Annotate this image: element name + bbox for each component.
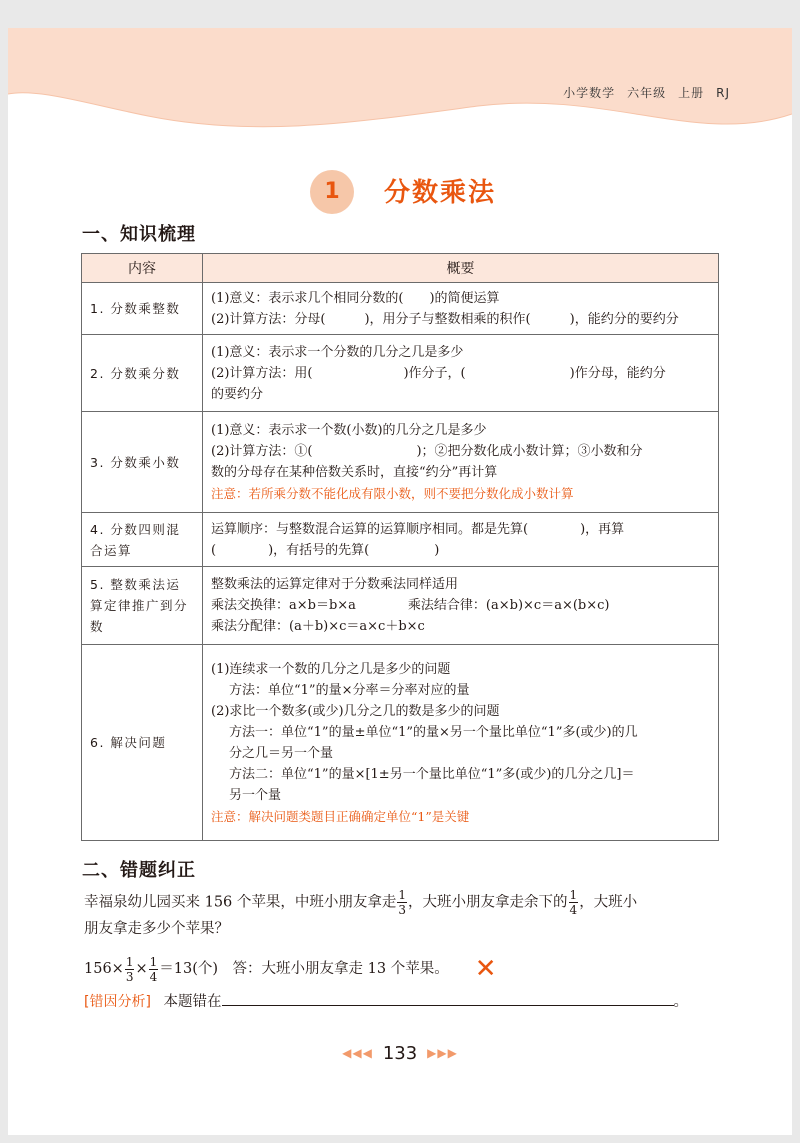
answer-text: ×: [135, 961, 148, 977]
problem-text: 幸福泉幼儿园买来 156 个苹果，中班小朋友拿走: [84, 894, 397, 911]
summary-line: 数的分母存在某种倍数关系时，直接“约分”再计算: [211, 465, 498, 480]
summary-line: (2)计算方法：分母( )，用分子与整数相乘的积作( )，能约分的要约分: [211, 311, 679, 327]
answer-text: 156×: [84, 961, 124, 977]
fraction-one-fourth: [149, 955, 159, 984]
analysis-end: 。: [673, 994, 689, 1010]
table-row: [82, 335, 719, 412]
chapter-title: [8, 168, 792, 216]
problem-statement: [84, 888, 724, 942]
summary-line: (2)求比一个数多(或少)几分之几的数是多少的问题: [211, 703, 500, 719]
column-header-summary: 概要: [203, 254, 719, 283]
row-summary: [203, 335, 719, 412]
answer-text: ＝13(个) 答：大班小朋友拿走 13 个苹果。: [159, 961, 449, 977]
row-summary: [203, 567, 719, 645]
section-heading-knowledge: 一、知识梳理: [82, 224, 196, 245]
table-row: [82, 567, 719, 645]
previous-arrows-icon: ◀◀◀: [342, 1046, 373, 1060]
summary-line: 乘法交换律：a×b＝b×a 乘法结合律：(a×b)×c＝a×(b×c): [211, 598, 610, 613]
row-topic: 5. 整数乘法运算定律推广到分数: [82, 567, 203, 645]
fraction-one-third: [125, 955, 135, 984]
fraction-denominator: 3: [398, 903, 407, 917]
summary-line: 另一个量: [229, 787, 282, 803]
fraction-numerator: 1: [125, 954, 134, 969]
fraction-denominator: 3: [125, 969, 134, 984]
wrong-answer: [84, 954, 724, 984]
page-footer: [8, 1042, 792, 1064]
row-note: 注意：若所乘分数不能化成有限小数，则不要把分数化成小数计算: [211, 486, 574, 501]
row-note: 注意：解决问题类题目正确确定单位“1”是关键: [211, 808, 470, 824]
summary-line: ( )，有括号的先算( ): [211, 542, 440, 558]
table-row: [82, 412, 719, 513]
summary-line: (2)计算方法：用( )作分子，( )作分母，能约分: [211, 365, 666, 381]
row-summary: [203, 412, 719, 513]
summary-line: 运算顺序：与整数混合运算的运算顺序相同。都是先算( )，再算: [211, 521, 625, 537]
summary-line: (2)计算方法：①( )；②把分数化成小数计算；③小数和分: [211, 444, 643, 459]
row-topic: 6. 解决问题: [82, 645, 203, 841]
problem-text: 朋友拿走多少个苹果？: [84, 921, 229, 937]
fraction-numerator: 1: [398, 888, 407, 902]
table-row: [82, 283, 719, 335]
header-info: [551, 84, 730, 101]
table-row: [82, 513, 719, 567]
summary-line: 乘法分配律：(a＋b)×c＝a×c＋b×c: [211, 619, 425, 634]
analysis-text: 本题错在: [163, 994, 222, 1010]
fraction-numerator: 1: [569, 888, 578, 902]
fraction-denominator: 4: [149, 969, 158, 984]
row-topic: 4. 分数四则混合运算: [82, 513, 203, 567]
fraction-denominator: 4: [569, 903, 578, 917]
wrong-cross-icon: ✕: [474, 954, 497, 984]
fraction-one-third: [397, 888, 407, 917]
summary-line: (1)意义：表示求一个分数的几分之几是多少: [211, 344, 464, 360]
summary-line: 方法：单位“1”的量×分率＝分率对应的量: [229, 682, 470, 698]
next-arrows-icon: ▶▶▶: [427, 1046, 458, 1060]
fraction-one-fourth: [569, 888, 579, 917]
row-summary: [203, 645, 719, 841]
section-heading-correction: 二、错题纠正: [82, 860, 196, 881]
row-summary: [203, 283, 719, 335]
row-topic: 3. 分数乘小数: [82, 412, 203, 513]
header-edition: RJ: [716, 86, 730, 100]
summary-line: 整数乘法的运算定律对于分数乘法同样适用: [211, 577, 459, 592]
summary-line: (1)意义：表示求一个数(小数)的几分之几是多少: [211, 423, 487, 438]
error-analysis: [84, 990, 724, 1015]
summary-line: (1)连续求一个数的几分之几是多少的问题: [211, 661, 451, 677]
page-number: 133: [382, 1042, 418, 1064]
page: [8, 28, 792, 1135]
summary-line: 方法二：单位“1”的量×[1±另一个量比单位“1”多(或少)的几分之几]＝: [229, 766, 635, 782]
summary-line: 的要约分: [211, 386, 264, 402]
answer-blank-line[interactable]: [222, 990, 674, 1006]
chapter-number-badge: 1: [310, 170, 354, 214]
table-row: [82, 645, 719, 841]
analysis-tag: [错因分析]: [84, 994, 151, 1010]
header-volume: 上册: [678, 86, 705, 100]
column-header-content: 内容: [82, 254, 203, 283]
summary-line: (1)意义：表示求几个相同分数的( )的简便运算: [211, 290, 500, 306]
summary-line: 方法一：单位“1”的量±单位“1”的量×另一个量比单位“1”多(或少)的几: [229, 724, 638, 740]
row-summary: [203, 513, 719, 567]
fraction-numerator: 1: [149, 954, 158, 969]
table-header-row: [82, 254, 719, 283]
problem-text: ，大班小朋友拿走余下的: [408, 894, 568, 911]
knowledge-table: [81, 253, 719, 841]
chapter-title-text: 分数乘法: [384, 178, 497, 208]
row-topic: 2. 分数乘分数: [82, 335, 203, 412]
header-band: [8, 28, 792, 138]
header-grade: 六年级: [627, 86, 667, 100]
row-topic: 1. 分数乘整数: [82, 283, 203, 335]
summary-line: 分之几＝另一个量: [229, 745, 334, 761]
header-subject: 小学数学: [563, 86, 616, 100]
problem-text: ，大班小: [579, 894, 638, 911]
